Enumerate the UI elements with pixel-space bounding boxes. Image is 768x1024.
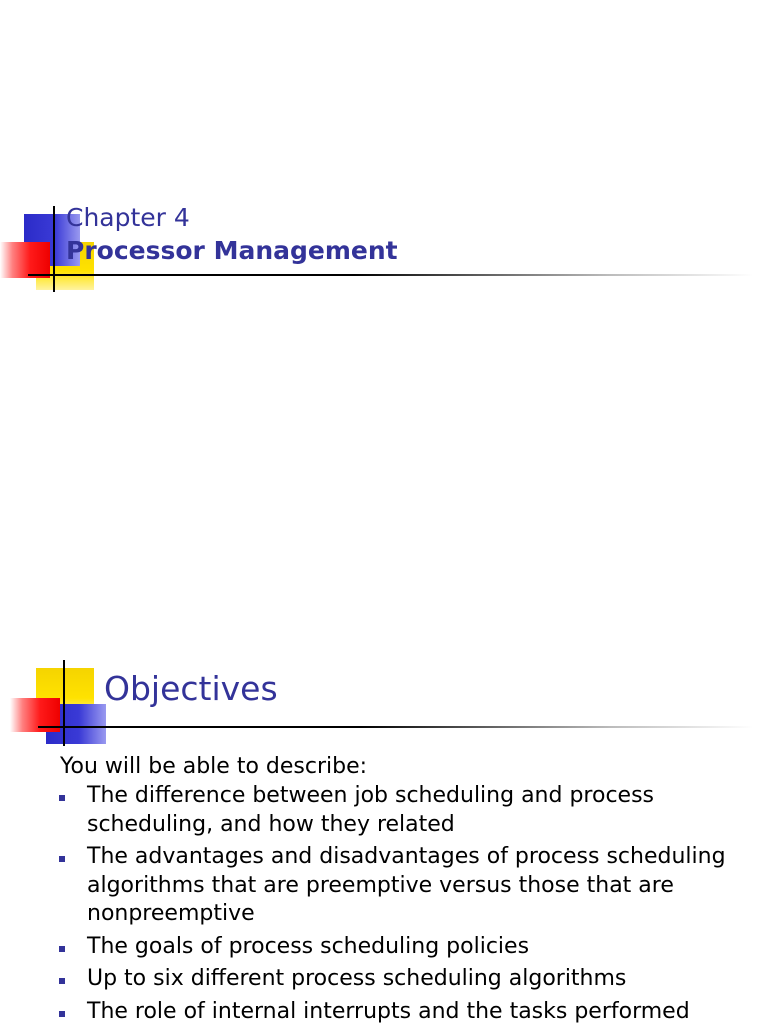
page-title: Processor Management [66,236,398,265]
list-item-text: The goals of process scheduling policies [87,933,530,959]
chapter-label: Chapter 4 [66,203,190,232]
section-title: Objectives [104,669,278,708]
objectives-slide [0,512,768,1024]
title-underline [28,274,753,276]
square-bullet-icon [59,1011,65,1017]
intro-text: You will be able to describe: [60,754,368,779]
title-underline [38,726,753,728]
vertical-rule [53,206,55,292]
square-bullet-icon [59,978,65,984]
square-bullet-icon [59,856,65,862]
vertical-rule [63,660,65,746]
list-item-text: The difference between job scheduling and process scheduling, and how they related [87,783,654,837]
list-item [58,843,758,929]
objectives-list [58,782,758,1024]
list-item-text: The advantages and disadvantages of process scheduling algorithms that are preemptive versus those that are nonpreemptive [87,844,726,926]
list-item [58,933,758,962]
list-item [58,998,758,1024]
list-item [58,965,758,994]
title-block [66,202,398,268]
square-bullet-icon [59,795,65,801]
list-item-text: Up to six different process scheduling algorithms [87,966,627,991]
red-square [0,242,50,278]
list-item-text: The role of internal interrupts and the tasks performed [87,998,690,1024]
list-item [58,782,758,839]
square-bullet-icon [59,946,65,952]
